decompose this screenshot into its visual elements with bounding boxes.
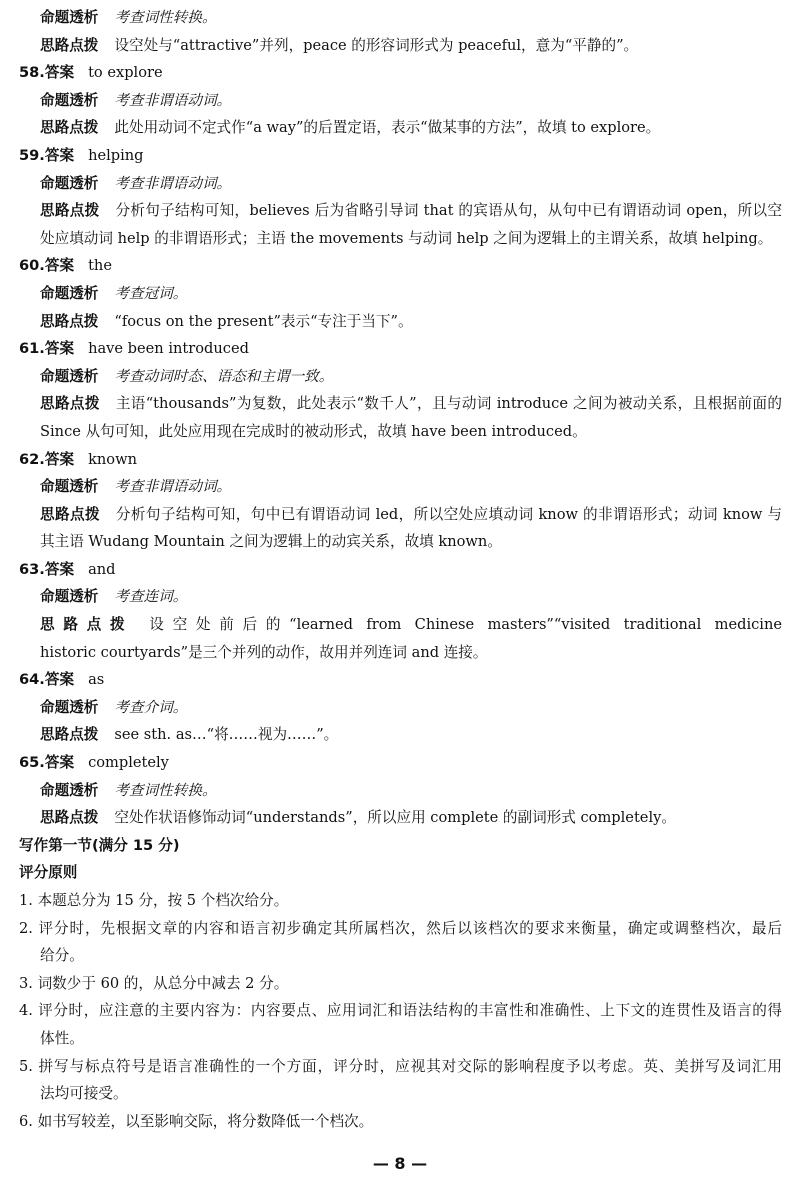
topic-analysis-label: 命题透析	[40, 9, 99, 26]
answer-key-page	[0, 4, 800, 1135]
question-number: 59.	[19, 146, 45, 164]
answer-row	[0, 749, 800, 777]
topic-analysis-text: 考查非谓语动词。	[114, 478, 232, 496]
topic-analysis-text: 考查词性转换。	[114, 781, 217, 799]
topic-analysis-row	[0, 87, 800, 115]
scoring-rules-list	[0, 887, 800, 1135]
topic-analysis-label: 命题透析	[40, 588, 99, 606]
topic-analysis-label: 命题透析	[40, 91, 99, 109]
scoring-rule: 6. 如书写较差，以至影响交际，将分数降低一个档次。	[19, 1112, 374, 1130]
item-57-hint-row	[0, 32, 800, 60]
answer-label: 答案	[44, 560, 75, 578]
topic-analysis-row	[0, 583, 800, 611]
hint-row	[0, 390, 800, 418]
topic-analysis-row	[0, 170, 800, 198]
hint-label: 思路点拨	[40, 36, 99, 54]
hint-text: 分析句子结构可知，believes 后为省略引导词 that 的宾语从句，从句中已有谓语动词 open，所以空	[115, 202, 782, 220]
answer-label: 答案	[44, 450, 75, 468]
answer-text: completely	[88, 754, 169, 772]
topic-analysis-row	[0, 363, 800, 391]
answer-text: as	[88, 671, 105, 689]
answer-label: 答案	[44, 340, 75, 358]
hint-continuation-row	[0, 528, 800, 556]
hint-label: 思路点拨	[40, 312, 99, 330]
scoring-principles-title: 评分原则	[19, 864, 78, 882]
scoring-rule: 4. 评分时，应注意的主要内容为：内容要点、应用词汇和语法结构的丰富性和准确性、上下文的连贯性及语言的得	[19, 1002, 782, 1020]
hint-row	[0, 308, 800, 336]
hint-continuation-row	[0, 639, 800, 667]
hint-continuation-row	[0, 418, 800, 446]
topic-analysis-text: 考查动词时态、语态和主谓一致。	[114, 367, 334, 385]
answer-row	[0, 252, 800, 280]
answer-label: 答案	[44, 754, 75, 772]
hint-continuation-row	[0, 225, 800, 253]
hint-label: 思路点拨	[40, 505, 100, 523]
topic-analysis-row	[0, 694, 800, 722]
answer-text: known	[88, 450, 137, 468]
scoring-rule: 3. 词数少于 60 的，从总分中减去 2 分。	[19, 974, 289, 992]
hint-row	[0, 114, 800, 142]
answer-label: 答案	[44, 257, 75, 275]
answer-text: to explore	[88, 64, 163, 82]
hint-row	[0, 501, 800, 529]
hint-text: 其主语 Wudang Mountain 之间为逻辑上的动宾关系，故填 known。	[40, 533, 502, 551]
question-number: 62.	[19, 450, 45, 468]
answer-row	[0, 556, 800, 584]
answer-label: 答案	[44, 64, 75, 82]
topic-analysis-label: 命题透析	[40, 478, 99, 496]
page-number: — 8 —	[372, 1154, 428, 1173]
hint-text: 空处作状语修饰动词“understands”，所以应用 complete 的副词形式 completely。	[114, 809, 676, 827]
answer-text: the	[88, 257, 112, 275]
answer-text: helping	[88, 146, 144, 164]
topic-analysis-label: 命题透析	[40, 174, 99, 192]
question-number: 63.	[19, 560, 45, 578]
scoring-rule: 5. 拼写与标点符号是语言准确性的一个方面，评分时，应视其对交际的影响程度予以考虑。英、美拼写及词汇用	[19, 1057, 782, 1075]
hint-text: 处应填动词 help 的非谓语形式；主语 the movements 与动词 help 之间为逻辑上的主谓关系，故填 helping。	[40, 229, 773, 247]
answer-text: and	[88, 560, 116, 578]
answer-text: have been introduced	[88, 340, 249, 358]
hint-row	[0, 197, 800, 225]
topic-analysis-text: 考查连词。	[114, 588, 188, 606]
answer-label: 答案	[44, 671, 75, 689]
hint-text: historic courtyards”是三个并列的动作，故用并列连词 and 连接。	[40, 643, 488, 661]
hint-text: see sth. as…“将……视为……”。	[114, 726, 339, 744]
hint-label: 思路点拨	[40, 119, 99, 137]
topic-analysis-text: 考查非谓语动词。	[114, 174, 232, 192]
answer-row	[0, 142, 800, 170]
answer-row	[0, 335, 800, 363]
topic-analysis-text: 考查非谓语动词。	[114, 91, 232, 109]
topic-analysis-row	[0, 280, 800, 308]
topic-analysis-text: 考查冠词。	[114, 284, 188, 302]
scoring-rule-continuation: 给分。	[40, 947, 84, 965]
hint-text: 分析句子结构可知，句中已有谓语动词 led，所以空处应填动词 know 的非谓语形式；动词 know 与	[115, 505, 782, 523]
topic-analysis-row	[0, 777, 800, 805]
answer-row	[0, 666, 800, 694]
hint-label: 思路点拨	[40, 726, 99, 744]
scoring-rule: 2. 评分时，先根据文章的内容和语言初步确定其所属档次，然后以该档次的要求来衡量，确定或调整档次，最后	[19, 919, 782, 937]
hint-label: 思路点拨	[40, 809, 99, 827]
question-number: 64.	[19, 671, 45, 689]
answer-row	[0, 59, 800, 87]
topic-analysis-label: 命题透析	[40, 781, 99, 799]
hint-row	[0, 804, 800, 832]
scoring-rule-continuation: 体性。	[40, 1029, 84, 1047]
hint-row	[0, 611, 800, 639]
writing-section-title: 写作第一节(满分 15 分)	[19, 836, 180, 854]
topic-analysis-label: 命题透析	[40, 367, 99, 385]
hint-label: 思路点拨	[40, 395, 100, 413]
scoring-rule: 1. 本题总分为 15 分，按 5 个档次给分。	[19, 892, 289, 909]
hint-label: 思路点拨	[40, 202, 100, 220]
hint-row	[0, 721, 800, 749]
hint-label: 思路点拨	[40, 616, 134, 634]
question-number: 65.	[19, 754, 45, 772]
answer-row	[0, 446, 800, 474]
topic-analysis-text: 考查介词。	[114, 698, 188, 716]
topic-analysis-row	[0, 473, 800, 501]
topic-analysis-label: 命题透析	[40, 284, 99, 302]
hint-text: “focus on the present”表示“专注于当下”。	[114, 312, 413, 330]
answer-label: 答案	[44, 146, 75, 164]
hint-text: 主语“thousands”为复数，此处表示“数千人”，且与动词 introduce 之间为被动关系，且根据前面的	[115, 395, 782, 413]
hint-text: 此处用动词不定式作“a way”的后置定语，表示“做某事的方法”，故填 to explore。	[114, 119, 661, 137]
item-57-topic-row	[0, 4, 800, 32]
scoring-rule-continuation: 法均可接受。	[40, 1085, 128, 1103]
hint-text: Since 从句可知，此处应用现在完成时的被动形式，故填 have been introduced。	[40, 422, 587, 440]
topic-analysis-label: 命题透析	[40, 698, 99, 716]
question-number: 58.	[19, 64, 45, 82]
question-number: 60.	[19, 257, 45, 275]
answer-items	[0, 59, 800, 832]
question-number: 61.	[19, 340, 45, 358]
hint-text: 设空处与“attractive”并列，peace 的形容词形式为 peaceful，意为“平静的”。	[114, 36, 639, 54]
hint-text: 设空处前后的“learned from Chinese masters”“visited traditional medicine	[149, 616, 782, 634]
topic-analysis-text: 考查词性转换。	[114, 9, 217, 26]
